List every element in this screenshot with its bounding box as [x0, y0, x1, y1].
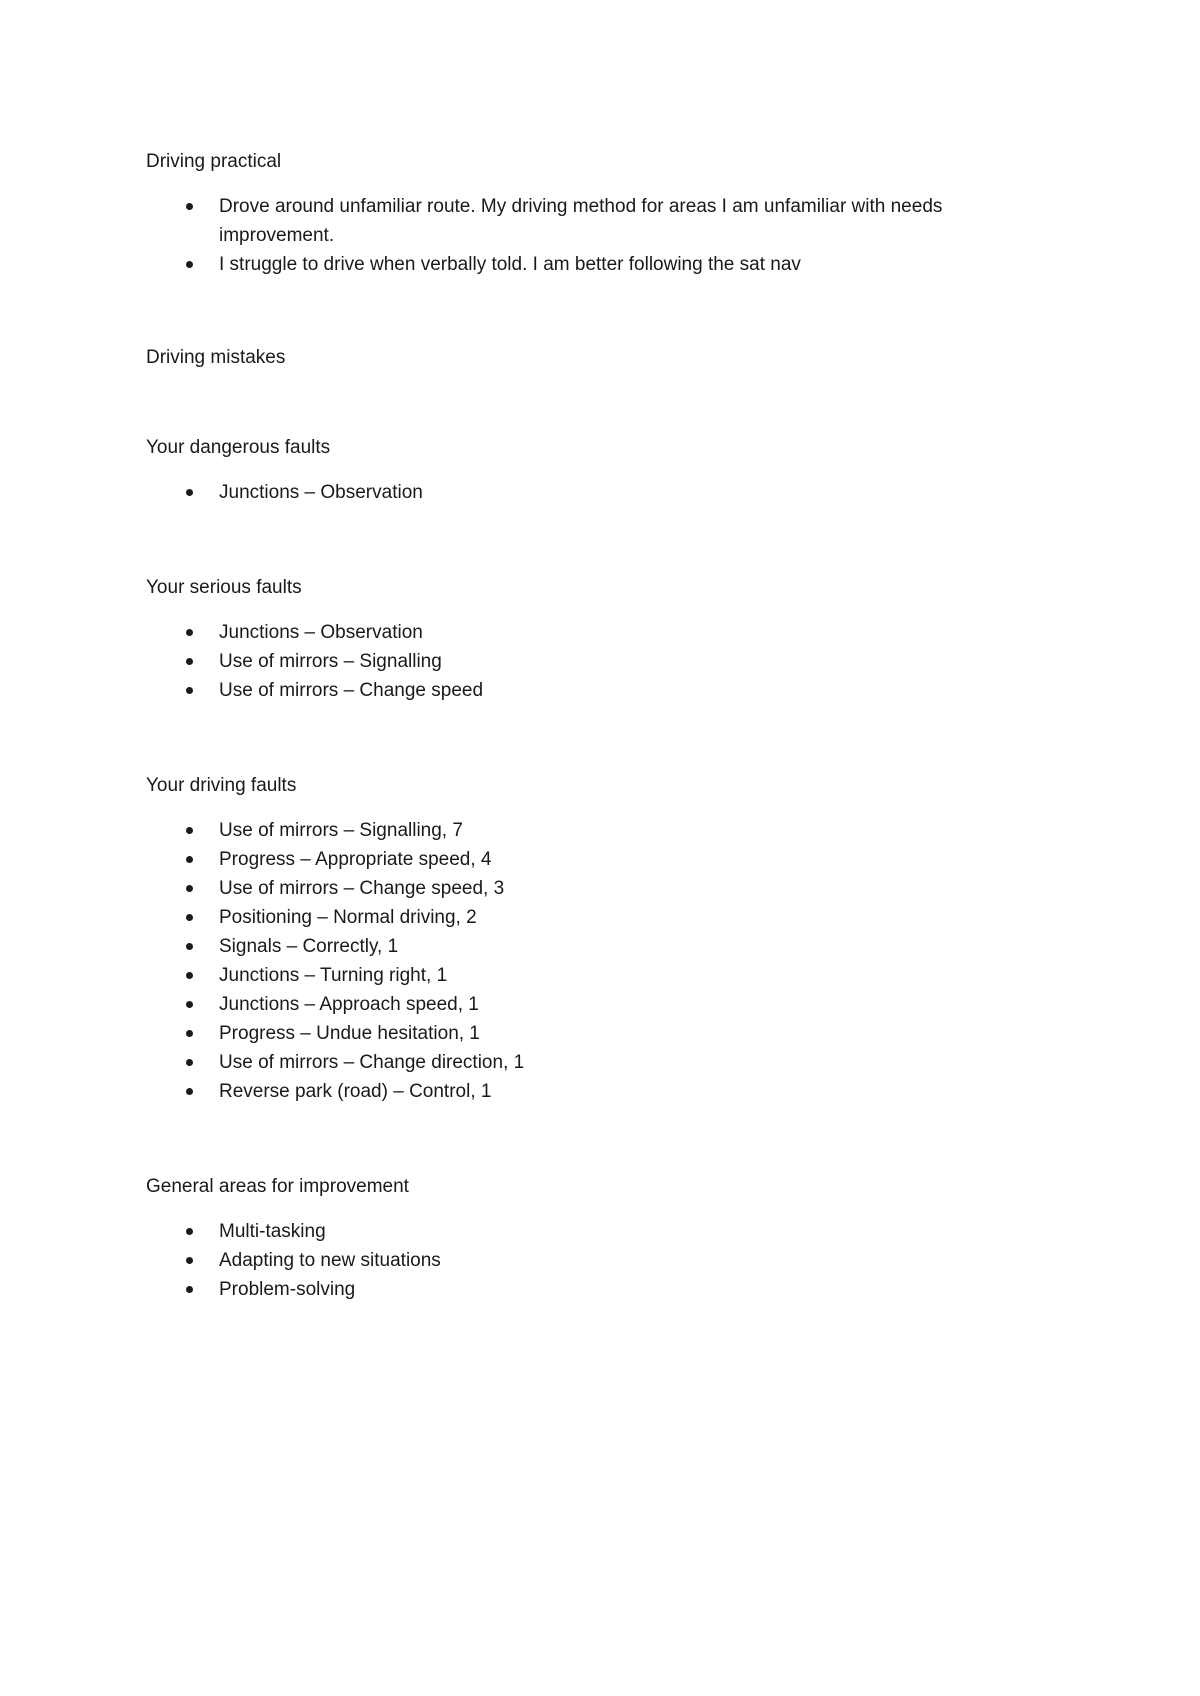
list-item: Multi-tasking [146, 1217, 1046, 1246]
list-item: Junctions – Approach speed, 1 [146, 990, 1046, 1019]
list-item: Use of mirrors – Signalling [146, 647, 1046, 676]
list-item: Junctions – Turning right, 1 [146, 961, 1046, 990]
bullet-list [146, 816, 1046, 1106]
list-item: I struggle to drive when verbally told. I am better following the sat nav [146, 250, 1046, 279]
list-item: Reverse park (road) – Control, 1 [146, 1077, 1046, 1106]
section-driving-practical [146, 147, 1046, 279]
list-item: Junctions – Observation [146, 478, 1046, 507]
list-item: Signals – Correctly, 1 [146, 932, 1046, 961]
list-item: Problem-solving [146, 1275, 1046, 1304]
section-dangerous-faults [146, 433, 1046, 507]
section-heading: Your serious faults [146, 577, 302, 598]
section-general-improvement [146, 1172, 1046, 1304]
section-serious-faults [146, 573, 1046, 705]
section-heading: Driving practical [146, 151, 282, 172]
list-item: Use of mirrors – Change speed [146, 676, 1046, 705]
bullet-list [146, 192, 1046, 279]
bullet-list [146, 618, 1046, 705]
list-item: Adapting to new situations [146, 1246, 1046, 1275]
list-item: Use of mirrors – Change speed, 3 [146, 874, 1046, 903]
list-item: Junctions – Observation [146, 618, 1046, 647]
section-driving-mistakes [146, 343, 1046, 372]
document-body [146, 147, 1046, 1304]
list-item: Positioning – Normal driving, 2 [146, 903, 1046, 932]
list-item: Use of mirrors – Signalling, 7 [146, 816, 1046, 845]
list-item: Use of mirrors – Change direction, 1 [146, 1048, 1046, 1077]
list-item: Drove around unfamiliar route. My driving method for areas I am unfamiliar with needs improvement. [146, 192, 1046, 250]
bullet-list [146, 478, 1046, 507]
section-heading: Your dangerous faults [146, 437, 331, 458]
list-item: Progress – Undue hesitation, 1 [146, 1019, 1046, 1048]
section-heading: Your driving faults [146, 775, 297, 796]
section-heading: Driving mistakes [146, 347, 286, 368]
list-item: Progress – Appropriate speed, 4 [146, 845, 1046, 874]
bullet-list [146, 1217, 1046, 1304]
section-heading: General areas for improvement [146, 1176, 409, 1197]
section-driving-faults [146, 771, 1046, 1106]
